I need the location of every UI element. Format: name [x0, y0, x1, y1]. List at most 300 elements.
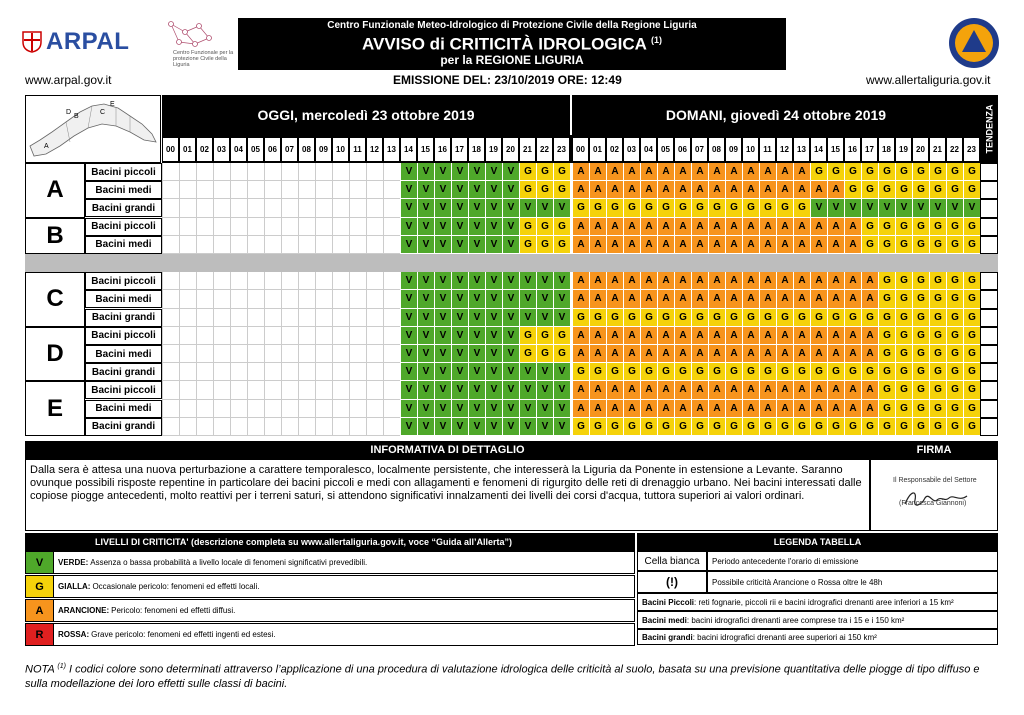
criticality-cell: A [844, 400, 861, 418]
criticality-cell [315, 345, 332, 363]
criticality-cell [349, 345, 366, 363]
emission-date: EMISSIONE DEL: 23/10/2019 ORE: 12:49 [393, 73, 622, 87]
criticality-cell: A [572, 163, 589, 181]
criticality-cell: G [553, 236, 570, 254]
tendenza-cell [980, 290, 998, 308]
title-line3: per la REGIONE LIGURIA [440, 52, 584, 67]
criticality-cell [315, 181, 332, 199]
criticality-cell: A [572, 290, 589, 308]
basin-label: Bacini medi [85, 236, 162, 254]
criticality-cell: A [708, 327, 725, 345]
criticality-cell: V [502, 418, 519, 436]
criticality-cell: A [691, 218, 708, 236]
criticality-cell [383, 418, 400, 436]
criticality-cell: V [485, 236, 502, 254]
hour-tomorrow-08: 08 [708, 137, 725, 162]
criticality-cell: A [657, 272, 674, 290]
criticality-cell [196, 236, 213, 254]
criticality-cell: V [861, 199, 878, 217]
criticality-cell [332, 199, 349, 217]
criticality-cell: G [725, 199, 742, 217]
hour-today-15: 15 [417, 137, 434, 162]
criticality-cell [366, 327, 383, 345]
criticality-cell: V [485, 327, 502, 345]
criticality-cell [196, 327, 213, 345]
criticality-cell: V [400, 236, 417, 254]
criticality-cell: A [827, 218, 844, 236]
tendenza-cell [980, 400, 998, 418]
criticality-cell: V [451, 418, 468, 436]
criticality-cell: G [810, 363, 827, 381]
criticality-cell: G [929, 236, 946, 254]
criticality-cell: A [640, 163, 657, 181]
criticality-cell: V [434, 327, 451, 345]
criticality-cell: G [878, 181, 895, 199]
criticality-cell: A [623, 236, 640, 254]
zone-a: A [25, 163, 85, 218]
criticality-cell: V [400, 345, 417, 363]
criticality-cell [162, 418, 179, 436]
criticality-cell: A [793, 218, 810, 236]
criticality-cell [179, 218, 196, 236]
hour-today-13: 13 [383, 137, 400, 162]
criticality-cell: A [827, 290, 844, 308]
criticality-cell: G [657, 363, 674, 381]
tendenza-cell [980, 181, 998, 199]
criticality-cell [196, 345, 213, 363]
criticality-cell: G [929, 272, 946, 290]
criticality-cell: G [929, 181, 946, 199]
criticality-cell: V [827, 199, 844, 217]
criticality-cell: G [623, 199, 640, 217]
nota-label: NOTA [25, 663, 55, 676]
criticality-cell: V [400, 309, 417, 327]
hour-today-03: 03 [213, 137, 230, 162]
criticality-cell [247, 181, 264, 199]
criticality-cell [366, 163, 383, 181]
criticality-cell: V [434, 309, 451, 327]
level-r [25, 623, 635, 646]
criticality-cell: A [674, 236, 691, 254]
criticality-cell: V [417, 290, 434, 308]
criticality-cell [264, 236, 281, 254]
criticality-cell: A [827, 345, 844, 363]
criticality-cell [332, 290, 349, 308]
criticality-cell [196, 199, 213, 217]
criticality-cell: G [536, 218, 553, 236]
criticality-cell: G [589, 309, 606, 327]
tendenza-cell [980, 236, 998, 254]
criticality-cell: G [929, 363, 946, 381]
criticality-cell: G [946, 400, 963, 418]
criticality-cell [332, 272, 349, 290]
criticality-cell: A [572, 400, 589, 418]
criticality-cell [366, 381, 383, 399]
criticality-cell: V [468, 418, 485, 436]
criticality-cell [230, 327, 247, 345]
hour-today-09: 09 [315, 137, 332, 162]
hour-tomorrow-18: 18 [878, 137, 895, 162]
criticality-cell: V [485, 181, 502, 199]
tendenza-cell [980, 272, 998, 290]
criticality-cell: G [776, 363, 793, 381]
criticality-cell: A [606, 327, 623, 345]
criticality-cell: V [451, 272, 468, 290]
criticality-cell: G [878, 272, 895, 290]
criticality-cell: V [553, 418, 570, 436]
criticality-cell: A [691, 327, 708, 345]
criticality-cell: G [946, 290, 963, 308]
level-v [25, 551, 635, 574]
criticality-cell: G [589, 363, 606, 381]
criticality-cell [315, 199, 332, 217]
criticality-cell [162, 327, 179, 345]
criticality-cell: V [400, 163, 417, 181]
criticality-cell: A [640, 218, 657, 236]
criticality-cell [383, 327, 400, 345]
criticality-cell [264, 400, 281, 418]
tendenza-cell [980, 418, 998, 436]
basin-label: Bacini medi [85, 400, 162, 418]
firma-role: Il Responsabile del Settore [893, 477, 977, 484]
info-text: Dalla sera è attesa una nuova perturbazione a carattere temporalesco, localmente persistente, che interesserà la Liguria da Ponente in estensione a Levante. Saranno ovunque possibili risposte repentine in particolare dei bacini piccoli e medi con allagamenti e fenomeni di rigurgito delle reti di drenaggio urbano. Nei bacini interessati dalle copiose piogge antecedenti, molto reattivi per i terreni saturi, si attendono significativi innalzamenti dei livelli dei corsi d'acqua, tuttora superiori ai valori ordinari. [25, 459, 870, 531]
criticality-cell [247, 309, 264, 327]
criticality-cell: G [810, 163, 827, 181]
criticality-cell: G [895, 218, 912, 236]
criticality-cell: G [536, 327, 553, 345]
criticality-cell [247, 327, 264, 345]
legend-grandi-label: Bacini grandi [642, 632, 693, 642]
criticality-cell [213, 418, 230, 436]
criticality-cell: V [417, 199, 434, 217]
criticality-cell: A [691, 345, 708, 363]
criticality-cell: A [640, 272, 657, 290]
basin-label: Bacini piccoli [85, 327, 162, 345]
criticality-cell: G [623, 363, 640, 381]
criticality-cell [213, 218, 230, 236]
criticality-cell [332, 345, 349, 363]
criticality-cell: G [929, 400, 946, 418]
criticality-cell [349, 218, 366, 236]
criticality-cell: A [708, 218, 725, 236]
criticality-cell: A [657, 381, 674, 399]
criticality-cell: A [776, 345, 793, 363]
criticality-cell: V [417, 309, 434, 327]
criticality-cell: A [776, 163, 793, 181]
criticality-cell: A [742, 290, 759, 308]
criticality-cell: V [400, 272, 417, 290]
criticality-cell [162, 290, 179, 308]
levels-header: LIVELLI DI CRITICITA' (descrizione completa su www.allertaliguria.gov.it, voce “Guida all’Allerta”) [25, 533, 635, 551]
criticality-cell: G [536, 236, 553, 254]
criticality-cell: V [519, 363, 536, 381]
criticality-cell: G [912, 381, 929, 399]
tendenza-cell [980, 345, 998, 363]
criticality-cell: V [502, 181, 519, 199]
criticality-cell [281, 309, 298, 327]
nota-text: I codici colore sono determinati attraverso l’applicazione di una procedura di valutazione idrologica delle criticità al suolo, basata su una previsione quantitativa delle piogge di tipo diffuso e sulla modellazione dei loro effetti sulle classi di bacini. [25, 663, 980, 690]
criticality-cell: G [963, 218, 980, 236]
zone-d: D [25, 327, 85, 382]
criticality-cell: A [759, 218, 776, 236]
allertaliguria-site-link[interactable]: www.allertaliguria.gov.it [866, 73, 991, 87]
criticality-cell: A [708, 163, 725, 181]
criticality-cell: G [963, 290, 980, 308]
criticality-cell: V [502, 327, 519, 345]
criticality-cell [366, 363, 383, 381]
criticality-cell [179, 363, 196, 381]
level-name: ARANCIONE: [58, 606, 110, 615]
criticality-cell: A [691, 236, 708, 254]
criticality-cell [298, 163, 315, 181]
criticality-cell: A [759, 272, 776, 290]
criticality-cell: G [946, 236, 963, 254]
legend-excl-desc: Possibile criticità Arancione o Rossa oltre le 48h [707, 571, 998, 593]
criticality-cell: A [572, 272, 589, 290]
legend-header: LEGENDA TABELLA [637, 533, 998, 551]
tendenza-cell [980, 163, 998, 181]
criticality-cell: A [640, 381, 657, 399]
criticality-cell: A [827, 272, 844, 290]
criticality-cell [298, 345, 315, 363]
criticality-cell [298, 381, 315, 399]
criticality-cell [247, 345, 264, 363]
criticality-cell [332, 218, 349, 236]
criticality-cell: G [946, 418, 963, 436]
hour-today-18: 18 [468, 137, 485, 162]
criticality-cell: G [742, 309, 759, 327]
criticality-cell: G [895, 363, 912, 381]
arpal-logo [22, 28, 129, 56]
criticality-cell: A [623, 400, 640, 418]
criticality-cell: A [844, 272, 861, 290]
criticality-cell: A [640, 345, 657, 363]
criticality-cell [230, 418, 247, 436]
criticality-cell: A [776, 290, 793, 308]
criticality-cell: A [708, 236, 725, 254]
legend-piccoli-label: Bacini Piccoli [642, 597, 695, 607]
criticality-cell: A [827, 381, 844, 399]
criticality-cell: A [691, 381, 708, 399]
hour-tomorrow-23: 23 [963, 137, 980, 162]
criticality-cell [247, 163, 264, 181]
criticality-cell: G [589, 418, 606, 436]
criticality-cell [349, 363, 366, 381]
criticality-cell: A [606, 345, 623, 363]
criticality-cell: G [553, 345, 570, 363]
criticality-cell: G [725, 363, 742, 381]
criticality-cell [332, 163, 349, 181]
criticality-cell [281, 272, 298, 290]
criticality-cell: V [485, 309, 502, 327]
criticality-cell: V [553, 199, 570, 217]
criticality-cell: V [468, 199, 485, 217]
criticality-cell: A [606, 181, 623, 199]
criticality-cell [298, 418, 315, 436]
criticality-cell: G [929, 381, 946, 399]
criticality-cell: A [589, 290, 606, 308]
criticality-cell [366, 290, 383, 308]
criticality-cell [315, 163, 332, 181]
hour-today-00: 00 [162, 137, 179, 162]
criticality-cell: A [657, 290, 674, 308]
criticality-cell [383, 199, 400, 217]
criticality-cell [298, 181, 315, 199]
criticality-cell [247, 400, 264, 418]
criticality-cell [349, 236, 366, 254]
criticality-cell: A [759, 400, 776, 418]
criticality-cell: V [553, 290, 570, 308]
criticality-cell: G [519, 345, 536, 363]
criticality-cell: A [572, 181, 589, 199]
criticality-cell: V [451, 345, 468, 363]
criticality-cell: V [519, 418, 536, 436]
criticality-cell: A [657, 327, 674, 345]
criticality-cell [230, 363, 247, 381]
criticality-cell: V [400, 290, 417, 308]
hour-tomorrow-12: 12 [776, 137, 793, 162]
criticality-cell: G [793, 363, 810, 381]
criticality-cell: V [502, 381, 519, 399]
title-sup: (1) [651, 35, 662, 45]
criticality-cell: G [895, 290, 912, 308]
criticality-cell: G [946, 218, 963, 236]
criticality-cell [332, 400, 349, 418]
criticality-cell: A [810, 272, 827, 290]
criticality-cell [383, 400, 400, 418]
criticality-cell: A [776, 381, 793, 399]
criticality-cell: A [759, 327, 776, 345]
criticality-cell: G [963, 381, 980, 399]
criticality-cell: G [572, 363, 589, 381]
legend-medi-text: : bacini idrografici drenanti aree comprese tra i 15 e i 150 km² [686, 615, 905, 625]
criticality-cell: G [946, 309, 963, 327]
criticality-cell: V [400, 181, 417, 199]
criticality-cell: A [623, 218, 640, 236]
criticality-cell [230, 400, 247, 418]
criticality-cell: V [553, 272, 570, 290]
criticality-cell: A [691, 163, 708, 181]
criticality-cell: G [946, 163, 963, 181]
criticality-cell: G [929, 345, 946, 363]
criticality-cell: V [451, 327, 468, 345]
criticality-cell [213, 363, 230, 381]
criticality-cell: A [861, 400, 878, 418]
criticality-cell: A [742, 218, 759, 236]
criticality-cell: G [572, 418, 589, 436]
criticality-cell [213, 400, 230, 418]
criticality-cell: V [502, 309, 519, 327]
criticality-cell [281, 327, 298, 345]
arpal-site-link[interactable]: www.arpal.gov.it [25, 73, 112, 87]
criticality-cell [264, 345, 281, 363]
hour-today-21: 21 [519, 137, 536, 162]
criticality-cell: G [691, 363, 708, 381]
criticality-cell [383, 345, 400, 363]
criticality-cell: A [827, 327, 844, 345]
criticality-cell [383, 363, 400, 381]
hour-today-23: 23 [553, 137, 570, 162]
criticality-cell: V [929, 199, 946, 217]
criticality-cell: A [640, 400, 657, 418]
criticality-cell: G [776, 418, 793, 436]
criticality-cell: G [878, 309, 895, 327]
criticality-cell: A [674, 400, 691, 418]
header-tomorrow: DOMANI, giovedì 24 ottobre 2019 [572, 95, 980, 135]
criticality-cell: V [434, 363, 451, 381]
criticality-cell [264, 218, 281, 236]
criticality-cell [315, 381, 332, 399]
criticality-cell [366, 199, 383, 217]
criticality-cell: G [912, 418, 929, 436]
criticality-cell [383, 272, 400, 290]
level-desc: Grave pericolo: fenomeni ed effetti ingenti ed estesi. [91, 630, 276, 639]
criticality-cell: V [485, 290, 502, 308]
criticality-cell: A [742, 327, 759, 345]
criticality-cell: V [451, 363, 468, 381]
criticality-cell: A [793, 163, 810, 181]
criticality-cell: V [536, 363, 553, 381]
criticality-cell: A [623, 381, 640, 399]
liguria-shield-icon [22, 31, 42, 53]
criticality-cell: G [572, 309, 589, 327]
map-label-a: A [44, 143, 49, 150]
criticality-cell: A [708, 181, 725, 199]
criticality-cell: G [946, 272, 963, 290]
criticality-cell: A [572, 327, 589, 345]
criticality-cell [281, 181, 298, 199]
criticality-cell [366, 218, 383, 236]
criticality-cell: V [502, 272, 519, 290]
criticality-cell [264, 363, 281, 381]
criticality-cell [213, 272, 230, 290]
criticality-cell: G [878, 236, 895, 254]
criticality-cell: A [759, 290, 776, 308]
legend-white-cell-desc: Periodo antecedente l'orario di emissione [707, 551, 998, 571]
criticality-cell [315, 418, 332, 436]
criticality-cell: A [759, 236, 776, 254]
criticality-cell [247, 272, 264, 290]
criticality-cell: G [742, 199, 759, 217]
criticality-cell: A [708, 345, 725, 363]
criticality-cell: A [844, 218, 861, 236]
hour-today-02: 02 [196, 137, 213, 162]
criticality-cell [196, 272, 213, 290]
criticality-cell: V [468, 218, 485, 236]
criticality-cell: A [589, 163, 606, 181]
criticality-cell: G [946, 345, 963, 363]
criticality-cell: G [759, 309, 776, 327]
criticality-cell: A [674, 163, 691, 181]
criticality-cell: V [519, 199, 536, 217]
criticality-cell: A [725, 345, 742, 363]
legend-piccoli [637, 593, 998, 611]
criticality-cell: A [759, 181, 776, 199]
criticality-cell [349, 181, 366, 199]
criticality-cell: G [553, 218, 570, 236]
criticality-cell: V [434, 400, 451, 418]
criticality-cell: A [810, 181, 827, 199]
criticality-cell: G [776, 199, 793, 217]
criticality-cell: A [776, 218, 793, 236]
criticality-cell [383, 309, 400, 327]
criticality-cell: A [810, 327, 827, 345]
criticality-cell [383, 381, 400, 399]
criticality-cell: A [589, 345, 606, 363]
zone-b: B [25, 218, 85, 254]
criticality-cell [264, 272, 281, 290]
criticality-cell: V [485, 363, 502, 381]
